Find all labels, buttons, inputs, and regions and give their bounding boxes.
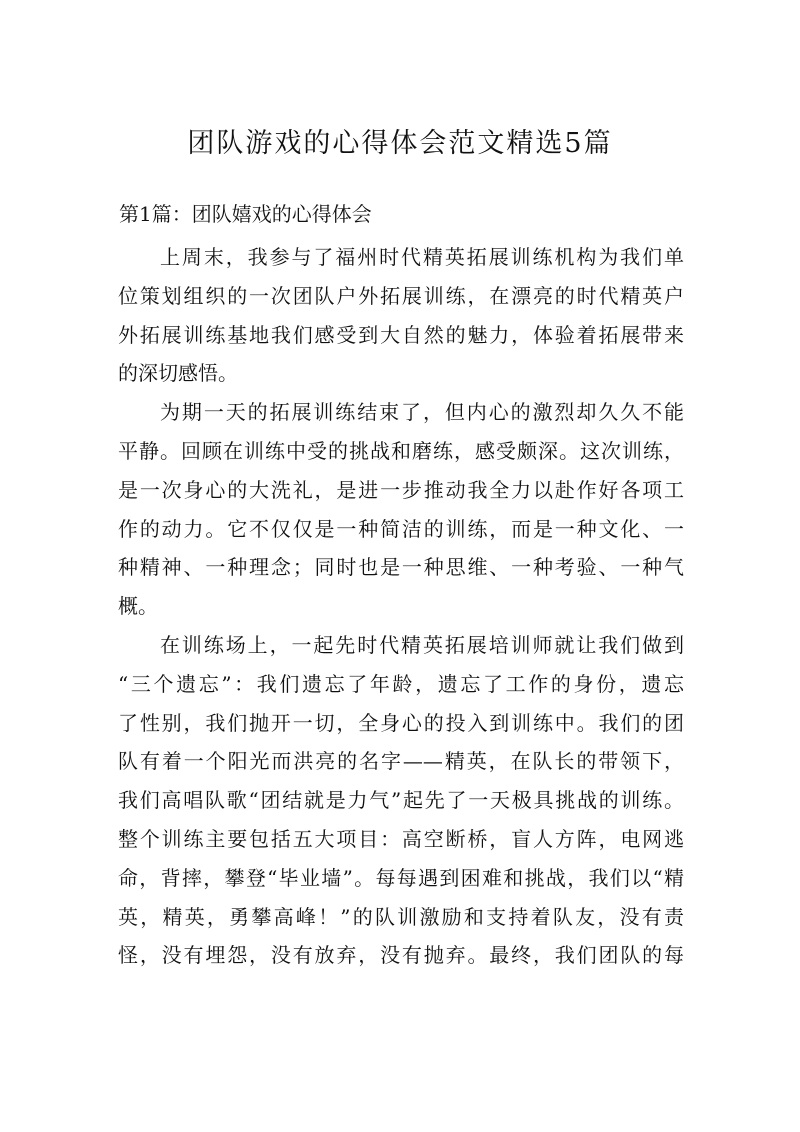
text-line: 概。 — [118, 594, 158, 619]
text-line: 作的动力。它不仅仅是一种简洁的训练，而是一种文化、一 — [118, 516, 684, 541]
text-line: 是一次身心的大洗礼，是进一步推动我全力以赴作好各项工 — [118, 477, 684, 502]
text-line: 怪，没有埋怨，没有放弃，没有抛弃。最终，我们团队的每 — [118, 943, 684, 968]
paragraph — [118, 393, 684, 626]
text-line: 的深切感悟。 — [118, 361, 238, 386]
text-line: 英，精英，勇攀高峰！”的队训激励和支持着队友，没有责 — [118, 904, 684, 929]
text-line: 种精神、一种理念；同时也是一种思维、一种考验、一种气 — [118, 555, 684, 580]
text-line: 为期一天的拓展训练结束了，但内心的激烈却久久不能 — [160, 400, 684, 425]
text-line: 命，背摔，攀登“毕业墙”。每每遇到困难和挑战，我们以“精 — [118, 865, 684, 890]
text-line: 上周末，我参与了福州时代精英拓展训练机构为我们单 — [160, 245, 684, 269]
text-line: 了性别，我们抛开一切，全身心的投入到训练中。我们的团 — [118, 710, 684, 735]
text-line: 我们高唱队歌“团结就是力气”起先了一天极具挑战的训练。 — [118, 788, 684, 813]
document-body — [118, 238, 684, 975]
text-line: 位策划组织的一次团队户外拓展训练，在漂亮的时代精英户 — [118, 283, 684, 308]
document-title: 团队游戏的心得体会范文精选5篇 — [187, 128, 613, 159]
text-line: 在训练场上，一起先时代精英拓展培训师就让我们做到 — [160, 632, 684, 657]
paragraph — [118, 626, 684, 975]
paragraph — [118, 238, 684, 393]
text-line: 整个训练主要包括五大项目：高空断桥，盲人方阵，电网逃 — [118, 826, 684, 851]
section-heading: 第1篇：团队嬉戏的心得体会 — [119, 202, 372, 226]
text-line: “三个遗忘”：我们遗忘了年龄，遗忘了工作的身份，遗忘 — [118, 671, 684, 696]
text-line: 平静。回顾在训练中受的挑战和磨练，感受颇深。这次训练， — [118, 438, 684, 463]
text-line: 外拓展训练基地我们感受到大自然的魅力，体验着拓展带来 — [118, 322, 684, 347]
text-line: 队有着一个阳光而洪亮的名字——精英，在队长的带领下， — [118, 749, 684, 774]
